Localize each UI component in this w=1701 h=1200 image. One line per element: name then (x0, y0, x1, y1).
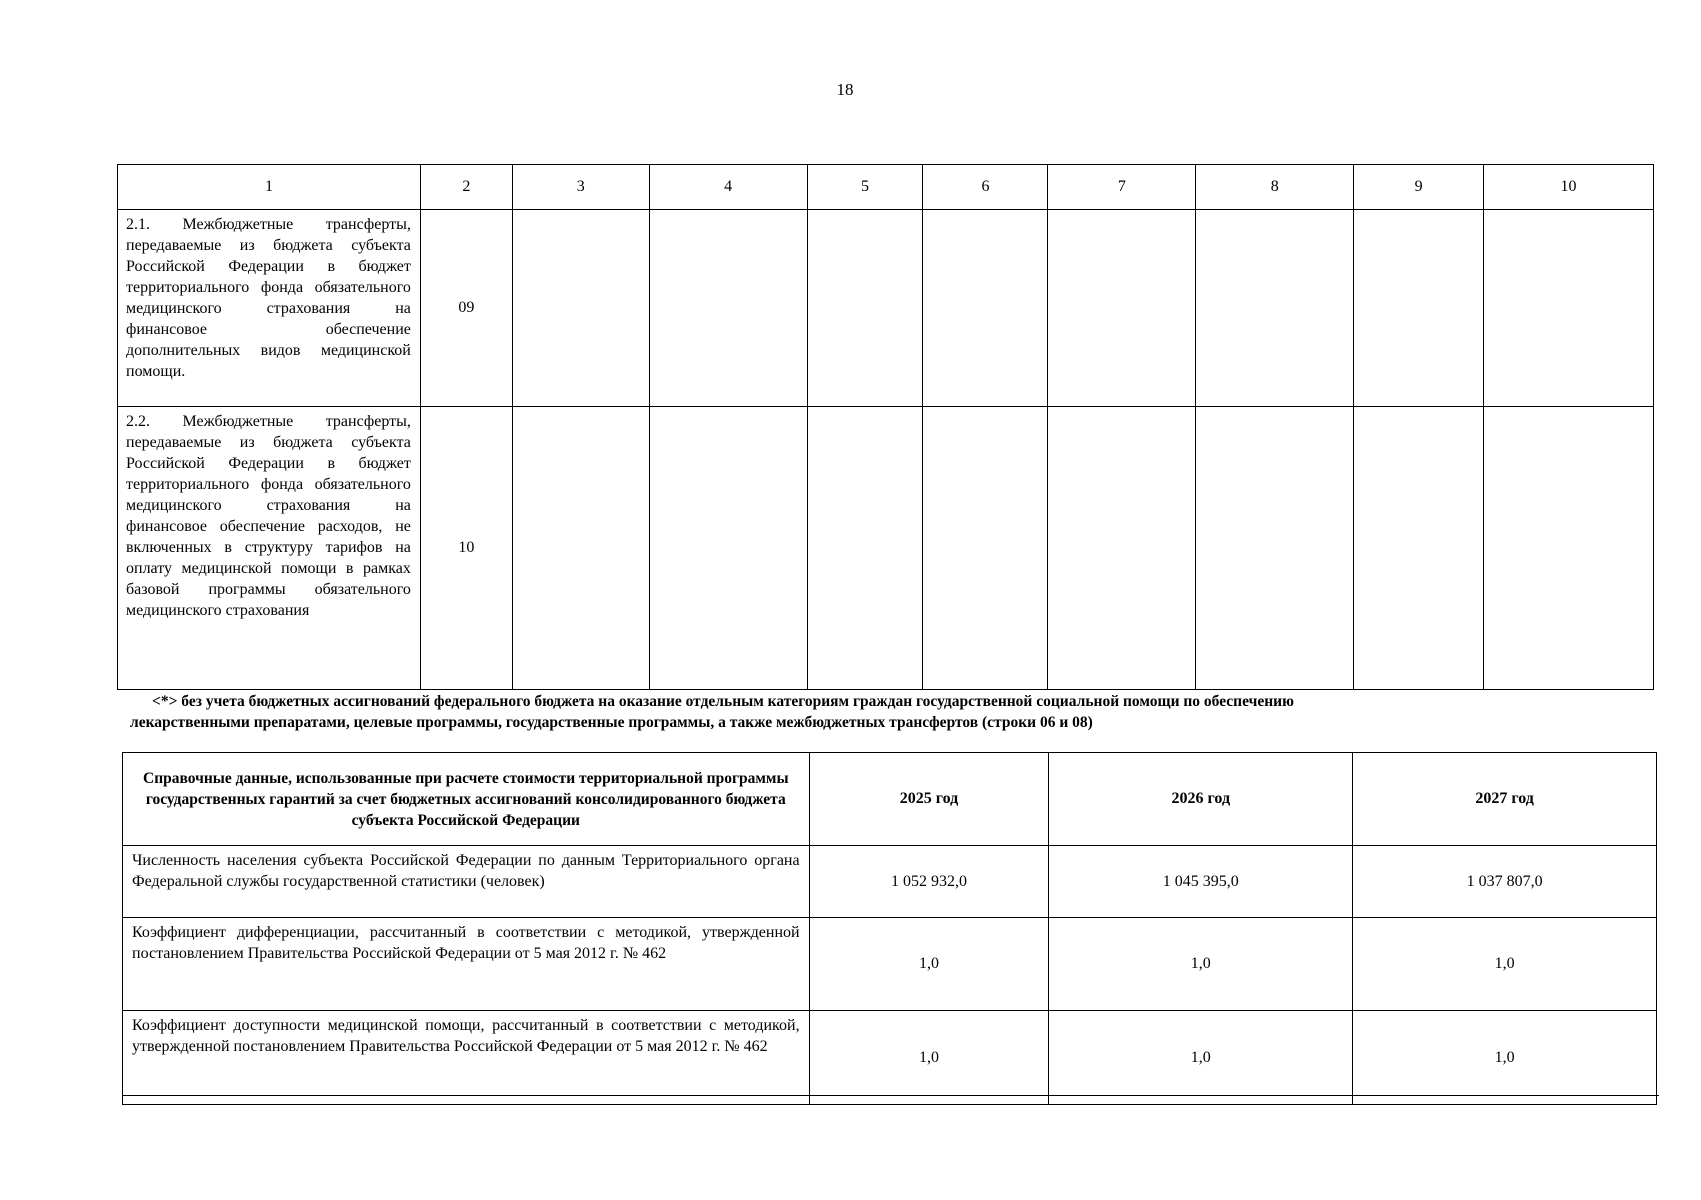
empty-cell (649, 407, 807, 690)
footnote-line-1: <*> без учета бюджетных ассигнований федерального бюджета на оказание отдельным категориям граждан государственной социальной помощи по обеспечению (152, 693, 1294, 710)
empty-cell (807, 210, 923, 407)
year-header: 2025 год (809, 753, 1049, 846)
column-number: 8 (1196, 165, 1354, 210)
column-number: 1 (118, 165, 421, 210)
year-header: 2027 год (1353, 753, 1657, 846)
value-cell: 1,0 (809, 1011, 1049, 1105)
page-number: 18 (836, 80, 854, 99)
empty-cell (1196, 210, 1354, 407)
column-number: 5 (807, 165, 923, 210)
value-cell: 1,0 (1353, 1011, 1657, 1105)
empty-cell (649, 210, 807, 407)
footnote (130, 691, 1590, 733)
reference-row-accessibility (123, 1011, 1657, 1105)
empty-cell (1484, 407, 1654, 690)
value-cell: 1 045 395,0 (1049, 846, 1353, 918)
footnote-line-2: лекарственными препаратами, целевые программы, государственные программы, а также межбюджетных трансфертов (строки 06 и 08) (130, 714, 1093, 731)
column-number: 9 (1354, 165, 1484, 210)
value-cell: 1 037 807,0 (1353, 846, 1657, 918)
bottom-divider (122, 1095, 1659, 1096)
value-cell: 1,0 (1353, 918, 1657, 1011)
table-row (118, 407, 1654, 690)
row-code: 09 (420, 210, 512, 407)
empty-cell (512, 210, 649, 407)
empty-cell (1484, 210, 1654, 407)
column-number: 3 (512, 165, 649, 210)
reference-header-row (123, 753, 1657, 846)
column-number: 10 (1484, 165, 1654, 210)
empty-cell (1048, 407, 1196, 690)
row-label: Численность населения субъекта Российской Федерации по данным Территориального органа Федеральной службы государственной статистики (человек) (123, 846, 810, 918)
empty-cell (807, 407, 923, 690)
column-number: 4 (649, 165, 807, 210)
column-number: 7 (1048, 165, 1196, 210)
empty-cell (923, 210, 1048, 407)
empty-cell (1196, 407, 1354, 690)
empty-cell (1354, 407, 1484, 690)
main-table (117, 164, 1654, 690)
column-number-row (118, 165, 1654, 210)
reference-row-population (123, 846, 1657, 918)
empty-cell (923, 407, 1048, 690)
empty-cell (1354, 210, 1484, 407)
reference-table-title: Справочные данные, использованные при расчете стоимости территориальной программы государственных гарантий за счет бюджетных ассигнований консолидированного бюджета субъекта Российской Федерации (123, 753, 810, 846)
column-number: 2 (420, 165, 512, 210)
empty-cell (512, 407, 649, 690)
reference-data-table (122, 752, 1657, 1105)
reference-row-differentiation (123, 918, 1657, 1011)
empty-cell (1048, 210, 1196, 407)
year-header: 2026 год (1049, 753, 1353, 846)
row-description: 2.1. Межбюджетные трансферты, передаваемые из бюджета субъекта Российской Федерации в бюджет территориального фонда обязательного медицинского страхования на финансовое обеспечение дополнительных видов медицинской помощи. (118, 210, 421, 407)
row-code: 10 (420, 407, 512, 690)
row-description: 2.2. Межбюджетные трансферты, передаваемые из бюджета субъекта Российской Федерации в бюджет территориального фонда обязательного медицинского страхования на финансовое обеспечение расходов, не включенных в структуру тарифов на оплату медицинской помощи в рамках базовой программы обязательного медицинского страхования (118, 407, 421, 690)
row-label: Коэффициент доступности медицинской помощи, рассчитанный в соответствии с методикой, утвержденной постановлением Правительства Российской Федерации от 5 мая 2012 г. № 462 (123, 1011, 810, 1105)
value-cell: 1,0 (809, 918, 1049, 1011)
value-cell: 1 052 932,0 (809, 846, 1049, 918)
value-cell: 1,0 (1049, 918, 1353, 1011)
table-row (118, 210, 1654, 407)
row-label: Коэффициент дифференциации, рассчитанный в соответствии с методикой, утвержденной постановлением Правительства Российской Федерации от 5 мая 2012 г. № 462 (123, 918, 810, 1011)
column-number: 6 (923, 165, 1048, 210)
value-cell: 1,0 (1049, 1011, 1353, 1105)
